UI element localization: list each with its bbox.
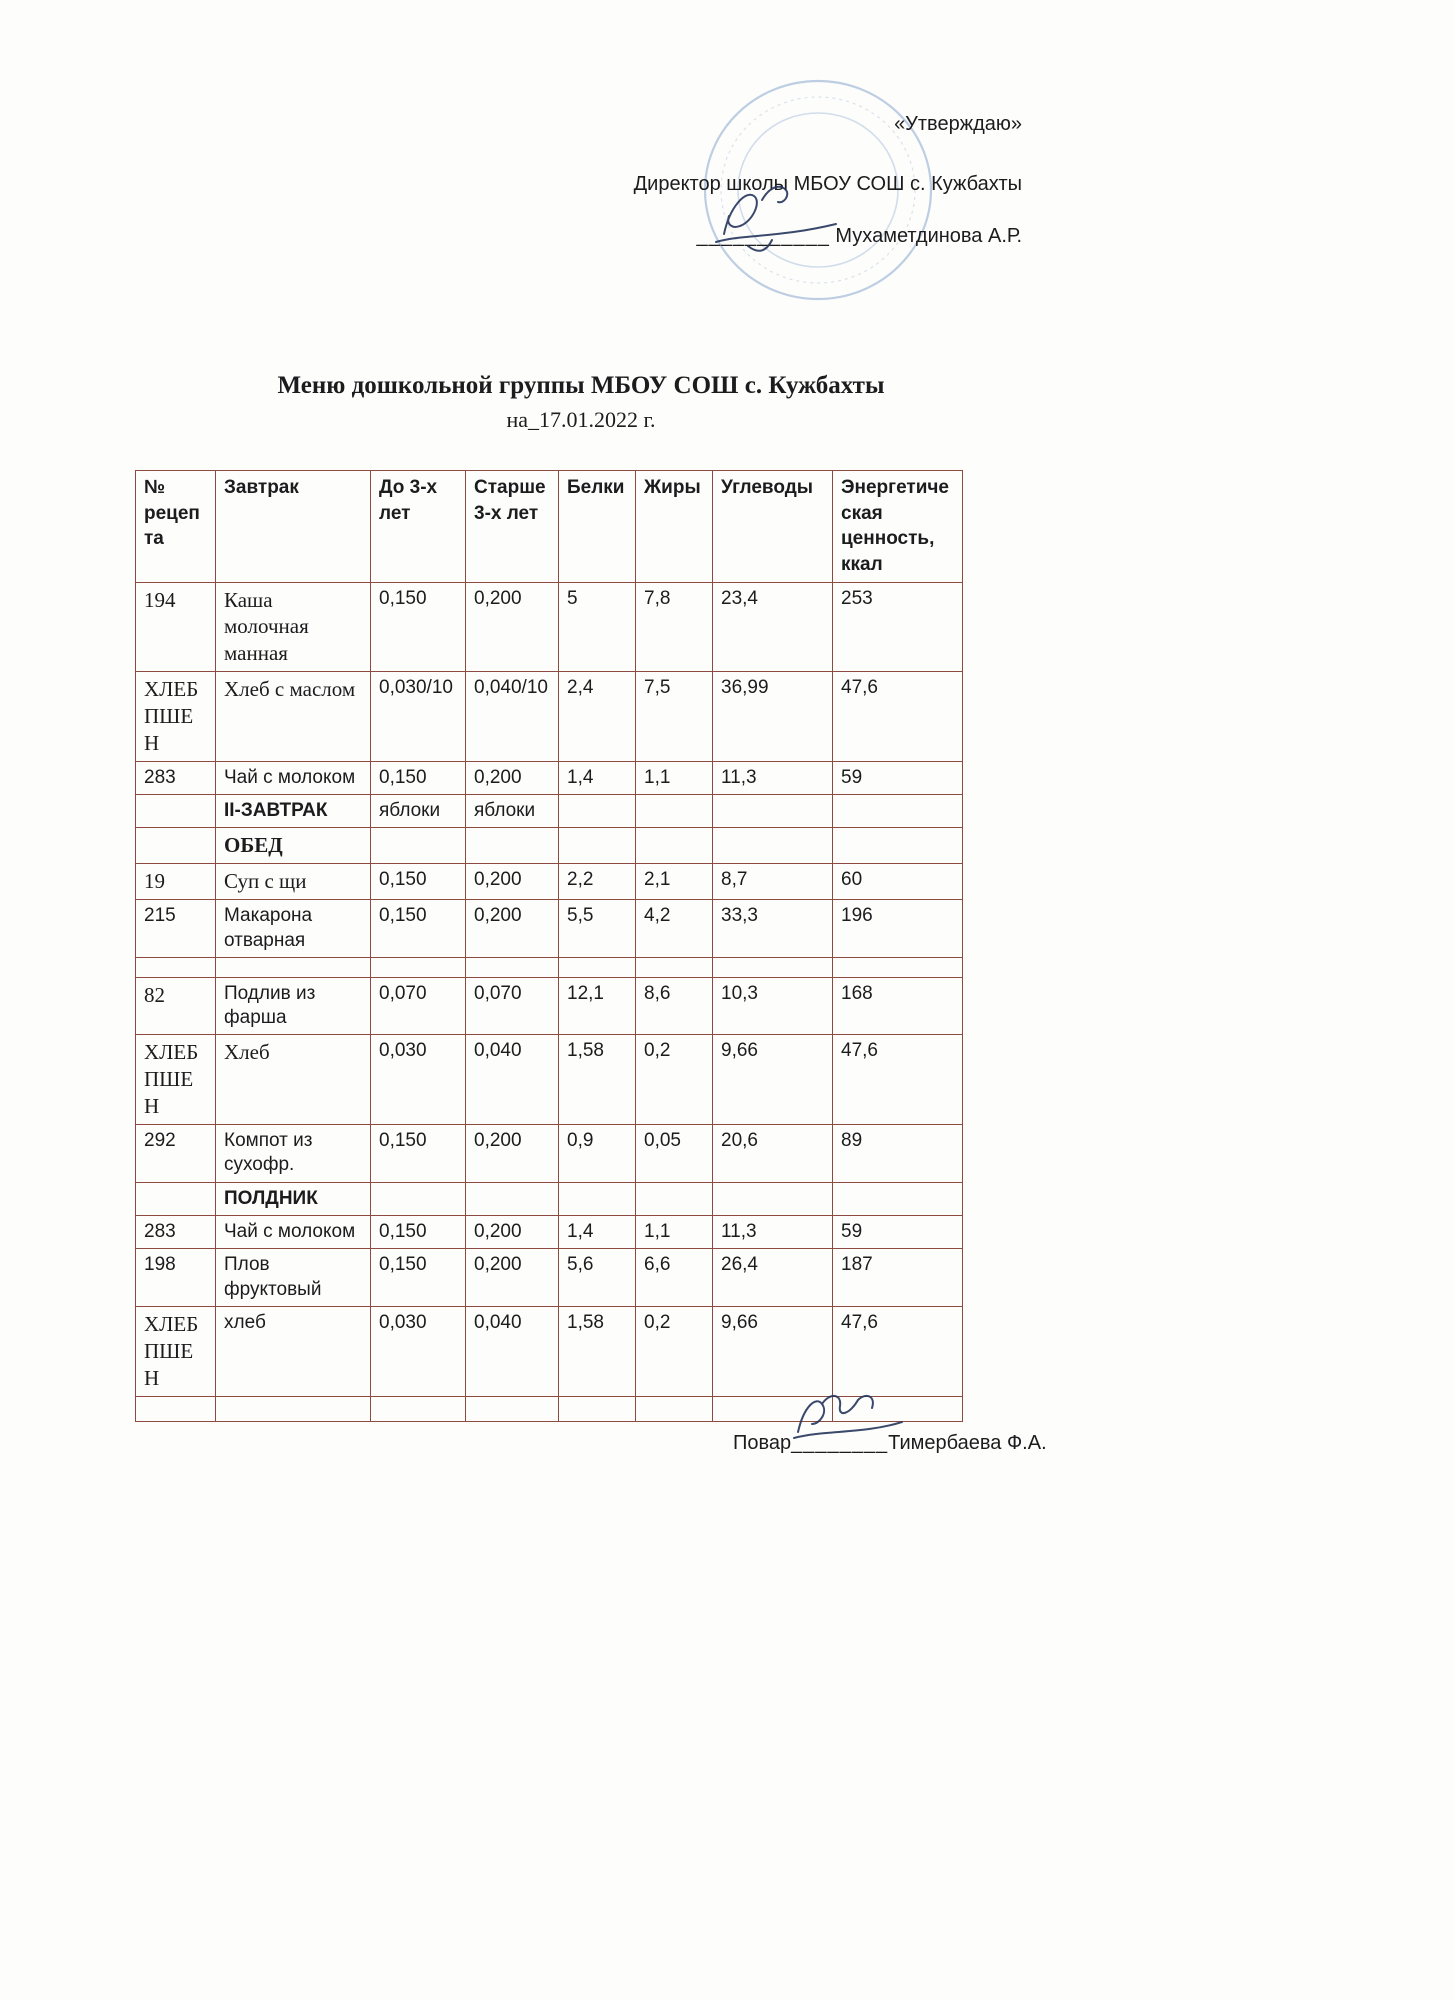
- table-cell: 0,030: [371, 1035, 466, 1125]
- column-header: Углеводы: [713, 471, 833, 583]
- approval-quote: «Утверждаю»: [894, 113, 1022, 135]
- table-cell: 0,9: [559, 1125, 636, 1183]
- table-cell: [833, 1396, 963, 1421]
- table-cell: [136, 1182, 216, 1215]
- table-cell: ХЛЕБ ПШЕН: [136, 1035, 216, 1125]
- table-cell: 47,6: [833, 1035, 963, 1125]
- table-cell: 0,200: [466, 864, 559, 900]
- table-cell: [466, 957, 559, 977]
- table-cell: 0,200: [466, 1216, 559, 1249]
- table-cell: ПОЛДНИК: [216, 1182, 371, 1215]
- table-cell: 0,040: [466, 1035, 559, 1125]
- table-cell: [559, 828, 636, 864]
- table-cell: [713, 1182, 833, 1215]
- table-cell: 0,030/10: [371, 672, 466, 762]
- table-cell: ХЛЕБ ПШЕН: [136, 1306, 216, 1396]
- table-cell: 10,3: [713, 977, 833, 1035]
- table-cell: 0,070: [371, 977, 466, 1035]
- table-row: [136, 828, 963, 864]
- table-row: [136, 900, 963, 958]
- table-cell: [136, 795, 216, 828]
- table-cell: яблоки: [466, 795, 559, 828]
- cook-blank-line: ________: [791, 1432, 889, 1454]
- table-cell: 20,6: [713, 1125, 833, 1183]
- table-cell: 1,4: [559, 1216, 636, 1249]
- table-cell: 89: [833, 1125, 963, 1183]
- table-cell: 0,200: [466, 1125, 559, 1183]
- table-cell: 0,150: [371, 761, 466, 794]
- table-cell: 215: [136, 900, 216, 958]
- table-cell: 1,58: [559, 1306, 636, 1396]
- table-cell: [713, 1396, 833, 1421]
- table-cell: 82: [136, 977, 216, 1035]
- table-cell: 26,4: [713, 1249, 833, 1307]
- table-cell: II-ЗАВТРАК: [216, 795, 371, 828]
- table-cell: 0,150: [371, 1216, 466, 1249]
- table-cell: 2,2: [559, 864, 636, 900]
- table-cell: 7,8: [636, 582, 713, 672]
- table-cell: 0,150: [371, 1249, 466, 1307]
- table-cell: [559, 1396, 636, 1421]
- table-cell: 9,66: [713, 1306, 833, 1396]
- table-cell: 60: [833, 864, 963, 900]
- table-cell: [636, 1396, 713, 1421]
- table-cell: 0,2: [636, 1035, 713, 1125]
- table-cell: [136, 828, 216, 864]
- cook-name: Тимербаева Ф.А.: [888, 1432, 1047, 1454]
- table-cell: 1,4: [559, 761, 636, 794]
- table-row: [136, 864, 963, 900]
- table-cell: 47,6: [833, 1306, 963, 1396]
- table-cell: 5,5: [559, 900, 636, 958]
- table-cell: 8,6: [636, 977, 713, 1035]
- table-cell: [636, 957, 713, 977]
- table-cell: [216, 1396, 371, 1421]
- approval-block: [470, 112, 1022, 248]
- table-cell: [636, 828, 713, 864]
- table-cell: [371, 828, 466, 864]
- table-cell: [636, 1182, 713, 1215]
- table-cell: 0,150: [371, 1125, 466, 1183]
- table-cell: 292: [136, 1125, 216, 1183]
- table-cell: Компот из сухофр.: [216, 1125, 371, 1183]
- table-row: [136, 957, 963, 977]
- table-cell: 9,66: [713, 1035, 833, 1125]
- table-cell: [636, 795, 713, 828]
- table-cell: 11,3: [713, 1216, 833, 1249]
- table-cell: ОБЕД: [216, 828, 371, 864]
- table-cell: 194: [136, 582, 216, 672]
- table-cell: 187: [833, 1249, 963, 1307]
- table-cell: 0,200: [466, 900, 559, 958]
- cook-signature-row: [733, 1432, 1047, 1455]
- table-cell: 12,1: [559, 977, 636, 1035]
- table-cell: 1,1: [636, 761, 713, 794]
- table-cell: [216, 957, 371, 977]
- table-cell: 0,200: [466, 1249, 559, 1307]
- menu-table: [135, 470, 963, 1422]
- director-line: Директор школы МБОУ СОШ с. Кужбахты: [633, 173, 1022, 195]
- column-header: № рецепта: [136, 471, 216, 583]
- table-cell: 47,6: [833, 672, 963, 762]
- table-cell: [466, 828, 559, 864]
- table-cell: [713, 828, 833, 864]
- table-cell: 283: [136, 1216, 216, 1249]
- table-cell: [136, 957, 216, 977]
- table-cell: 8,7: [713, 864, 833, 900]
- table-cell: [559, 795, 636, 828]
- table-cell: [833, 957, 963, 977]
- table-cell: 36,99: [713, 672, 833, 762]
- title-line2: на_17.01.2022 г.: [506, 407, 656, 432]
- table-cell: [559, 1182, 636, 1215]
- table-cell: яблоки: [371, 795, 466, 828]
- table-cell: Хлеб с маслом: [216, 672, 371, 762]
- table-cell: 19: [136, 864, 216, 900]
- director-name: Мухаметдинова А.Р.: [835, 225, 1022, 247]
- column-header: Энергетическая ценность, ккал: [833, 471, 963, 583]
- table-cell: 7,5: [636, 672, 713, 762]
- table-cell: 33,3: [713, 900, 833, 958]
- table-row: [136, 977, 963, 1035]
- table-cell: 0,040/10: [466, 672, 559, 762]
- table-cell: 5,6: [559, 1249, 636, 1307]
- table-cell: Макарона отварная: [216, 900, 371, 958]
- table-row: [136, 1216, 963, 1249]
- table-cell: [713, 957, 833, 977]
- table-cell: хлеб: [216, 1306, 371, 1396]
- table-cell: 0,200: [466, 582, 559, 672]
- table-cell: 168: [833, 977, 963, 1035]
- table-cell: 59: [833, 1216, 963, 1249]
- table-cell: 23,4: [713, 582, 833, 672]
- table-cell: Хлеб: [216, 1035, 371, 1125]
- table-cell: 1,1: [636, 1216, 713, 1249]
- table-cell: Чай с молоком: [216, 761, 371, 794]
- table-cell: 0,150: [371, 582, 466, 672]
- table-cell: Чай с молоком: [216, 1216, 371, 1249]
- table-cell: 0,030: [371, 1306, 466, 1396]
- director-signature-row: [470, 224, 1022, 248]
- column-header: Завтрак: [216, 471, 371, 583]
- table-cell: 0,05: [636, 1125, 713, 1183]
- table-cell: 11,3: [713, 761, 833, 794]
- table-row: [136, 795, 963, 828]
- table-cell: 2,4: [559, 672, 636, 762]
- table-cell: 0,040: [466, 1306, 559, 1396]
- table-cell: 0,2: [636, 1306, 713, 1396]
- table-cell: Плов фруктовый: [216, 1249, 371, 1307]
- table-cell: Подлив из фарша: [216, 977, 371, 1035]
- table-row: [136, 1125, 963, 1183]
- table-cell: [371, 957, 466, 977]
- table-cell: [466, 1396, 559, 1421]
- table-cell: [833, 828, 963, 864]
- table-cell: 59: [833, 761, 963, 794]
- document-title: [135, 372, 1027, 433]
- table-cell: 0,070: [466, 977, 559, 1035]
- table-row: [136, 1035, 963, 1125]
- column-header: До 3-х лет: [371, 471, 466, 583]
- table-cell: 2,1: [636, 864, 713, 900]
- table-cell: 0,150: [371, 900, 466, 958]
- table-cell: ХЛЕБ ПШЕН: [136, 672, 216, 762]
- table-cell: 5: [559, 582, 636, 672]
- column-header: Старше 3-х лет: [466, 471, 559, 583]
- title-line1: Меню дошкольной группы МБОУ СОШ с. Кужбахты: [277, 372, 885, 399]
- table-cell: 4,2: [636, 900, 713, 958]
- table-cell: [466, 1182, 559, 1215]
- table-cell: Суп с щи: [216, 864, 371, 900]
- table-header-row: [136, 471, 963, 583]
- table-row: [136, 1306, 963, 1396]
- table-cell: [559, 957, 636, 977]
- table-row: [136, 582, 963, 672]
- table-cell: [371, 1396, 466, 1421]
- table-cell: 196: [833, 900, 963, 958]
- table-cell: 6,6: [636, 1249, 713, 1307]
- signature-blank-line: ___________: [696, 225, 830, 247]
- column-header: Жиры: [636, 471, 713, 583]
- table-cell: 253: [833, 582, 963, 672]
- table-cell: 0,150: [371, 864, 466, 900]
- table-cell: 283: [136, 761, 216, 794]
- table-cell: [136, 1396, 216, 1421]
- table-cell: [713, 795, 833, 828]
- table-cell: Каша молочная манная: [216, 582, 371, 672]
- table-cell: [833, 795, 963, 828]
- column-header: Белки: [559, 471, 636, 583]
- table-cell: 0,200: [466, 761, 559, 794]
- table-cell: [371, 1182, 466, 1215]
- cook-label: Повар: [733, 1432, 792, 1454]
- table-cell: 198: [136, 1249, 216, 1307]
- table-row: [136, 1249, 963, 1307]
- table-cell: [833, 1182, 963, 1215]
- table-row: [136, 1182, 963, 1215]
- table-row: [136, 761, 963, 794]
- table-cell: 1,58: [559, 1035, 636, 1125]
- table-row: [136, 672, 963, 762]
- table-row: [136, 1396, 963, 1421]
